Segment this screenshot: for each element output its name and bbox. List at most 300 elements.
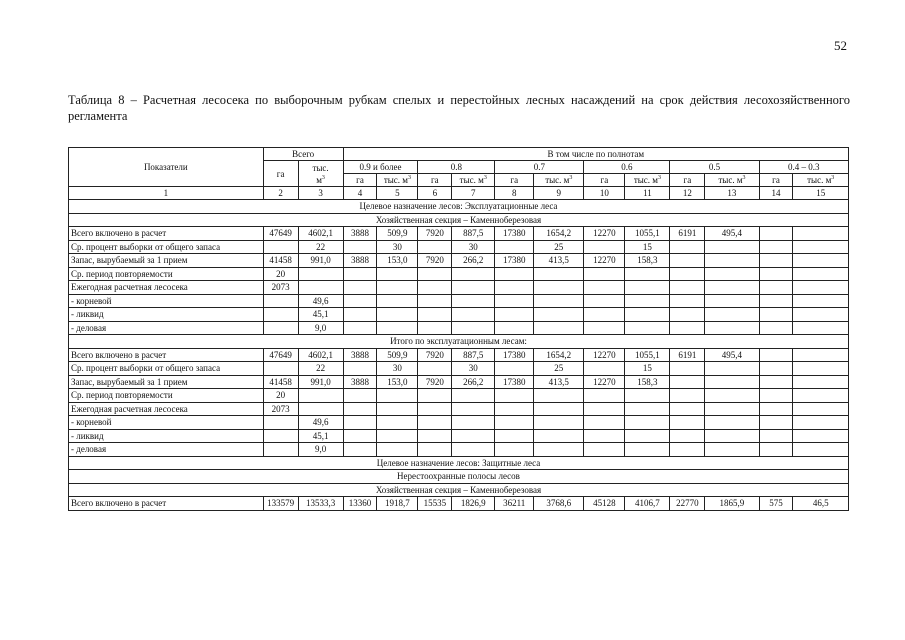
table-cell — [298, 281, 343, 295]
table-cell: 1654,2 — [534, 227, 584, 241]
table-cell — [670, 308, 705, 322]
table-cell — [759, 227, 793, 241]
table-cell — [495, 402, 534, 416]
table-cell — [670, 321, 705, 335]
table-cell: 45,1 — [298, 308, 343, 322]
table-cell — [759, 362, 793, 376]
table-cell — [418, 416, 452, 430]
table-row — [69, 402, 849, 416]
table-cell — [343, 294, 377, 308]
column-number: 4 — [343, 187, 377, 200]
table-cell — [377, 281, 418, 295]
table-cell — [263, 308, 298, 322]
table-cell — [705, 362, 759, 376]
row-label: Запас, вырубаемый за 1 прием — [69, 254, 264, 268]
table-cell — [377, 402, 418, 416]
table-cell — [759, 308, 793, 322]
table-cell: 9,0 — [298, 321, 343, 335]
table-cell — [495, 389, 534, 403]
table-cell — [759, 389, 793, 403]
header-group-4: 0.5 — [670, 161, 759, 174]
table-cell — [377, 321, 418, 335]
row-label: Всего включено в расчет — [69, 348, 264, 362]
table-cell: 30 — [377, 240, 418, 254]
table-cell — [377, 308, 418, 322]
table-cell: 2073 — [263, 281, 298, 295]
header-unit-ha: га — [584, 174, 625, 187]
table-row — [69, 308, 849, 322]
table-cell — [418, 281, 452, 295]
table-cell: 13360 — [343, 497, 377, 511]
header-group-0: 0.9 и более — [343, 161, 418, 174]
section-purpose-protective: Целевое назначение лесов: Защитные леса — [69, 456, 849, 470]
table-cell — [793, 375, 849, 389]
table-row — [69, 362, 849, 376]
column-number: 3 — [298, 187, 343, 200]
table-cell: 15 — [625, 240, 670, 254]
table-cell — [584, 281, 625, 295]
header-group-3: 0.6 — [584, 161, 670, 174]
table-cell — [625, 294, 670, 308]
header-unit-thous-m3: тыс. $м^3$ — [793, 174, 849, 187]
table-row — [69, 294, 849, 308]
row-label: - корневой — [69, 416, 264, 430]
table-cell — [705, 294, 759, 308]
table-cell — [759, 267, 793, 281]
table-cell: 15535 — [418, 497, 452, 511]
header-unit-thous-m3: тыс. $м^3$ — [705, 174, 759, 187]
row-label: Запас, вырубаемый за 1 прием — [69, 375, 264, 389]
table-cell — [793, 389, 849, 403]
table-cell — [495, 429, 534, 443]
table-cell: 9,0 — [298, 443, 343, 457]
table-cell — [343, 281, 377, 295]
table-cell: 22770 — [670, 497, 705, 511]
table-cell — [534, 294, 584, 308]
table-cell — [298, 402, 343, 416]
table-cell — [343, 308, 377, 322]
table-cell — [759, 375, 793, 389]
table-cell — [759, 321, 793, 335]
table-cell — [705, 429, 759, 443]
table-cell — [343, 389, 377, 403]
table-cell — [670, 254, 705, 268]
table-cell — [263, 321, 298, 335]
table-cell — [418, 321, 452, 335]
column-number: 13 — [705, 187, 759, 200]
row-label: - ликвид — [69, 429, 264, 443]
table-cell — [705, 416, 759, 430]
table-cell — [705, 443, 759, 457]
table-cell: 1918,7 — [377, 497, 418, 511]
table-cell — [793, 254, 849, 268]
table-cell: 991,0 — [298, 375, 343, 389]
table-row — [69, 227, 849, 241]
table-cell: 7920 — [418, 348, 452, 362]
table-cell — [793, 402, 849, 416]
table-cell — [670, 240, 705, 254]
table-cell — [670, 281, 705, 295]
table-cell: 15 — [625, 362, 670, 376]
table-cell: 17380 — [495, 227, 534, 241]
table-cell: 1826,9 — [452, 497, 495, 511]
table-row — [69, 389, 849, 403]
table-cell — [534, 443, 584, 457]
table-cell — [793, 416, 849, 430]
row-label: Ср. период повторяемости — [69, 389, 264, 403]
table-cell — [793, 240, 849, 254]
table-cell — [343, 267, 377, 281]
table-cell — [495, 443, 534, 457]
table-cell — [534, 416, 584, 430]
table-cell — [584, 402, 625, 416]
header-unit-ha: га — [759, 174, 793, 187]
table-row — [69, 281, 849, 295]
header-unit-ha: га — [670, 174, 705, 187]
table-cell — [343, 240, 377, 254]
table-cell — [418, 402, 452, 416]
table-cell — [452, 308, 495, 322]
table-cell — [705, 308, 759, 322]
table-cell — [584, 429, 625, 443]
table-cell — [670, 362, 705, 376]
table-cell — [495, 321, 534, 335]
table-cell — [584, 240, 625, 254]
table-cell: 12270 — [584, 348, 625, 362]
table-cell — [584, 389, 625, 403]
table-cell — [670, 429, 705, 443]
table-cell: 12270 — [584, 254, 625, 268]
table-cell — [705, 321, 759, 335]
table-cell — [263, 429, 298, 443]
header-group-5: 0.4 – 0.3 — [759, 161, 848, 174]
table-cell: 25 — [534, 240, 584, 254]
table-cell: 49,6 — [298, 294, 343, 308]
table-cell — [298, 389, 343, 403]
table-caption: Таблица 8 – Расчетная лесосека по выборочным рубкам спелых и перестойных лесных насаждений на срок действия лесохозяйственного регламента — [68, 93, 850, 123]
table-cell — [418, 308, 452, 322]
table-cell — [452, 416, 495, 430]
table-cell: 7920 — [418, 227, 452, 241]
table-cell — [584, 294, 625, 308]
table-cell — [793, 267, 849, 281]
table-cell: 13533,3 — [298, 497, 343, 511]
table-cell: 991,0 — [298, 254, 343, 268]
table-cell — [495, 308, 534, 322]
table-cell — [495, 240, 534, 254]
table-cell — [534, 389, 584, 403]
table-cell: 7920 — [418, 254, 452, 268]
row-label: Всего включено в расчет — [69, 497, 264, 511]
cutting-area-table — [68, 147, 849, 511]
table-cell: 17380 — [495, 375, 534, 389]
table-cell — [670, 443, 705, 457]
table-cell: 1654,2 — [534, 348, 584, 362]
section-exploitation-total: Итого по эксплуатационным лесам: — [69, 335, 849, 349]
table-cell — [670, 402, 705, 416]
table-cell — [705, 240, 759, 254]
table-cell: 41458 — [263, 254, 298, 268]
table-cell — [793, 281, 849, 295]
header-total-ha: га — [263, 161, 298, 187]
table-cell — [263, 443, 298, 457]
table-cell: 887,5 — [452, 227, 495, 241]
table-cell — [452, 389, 495, 403]
table-cell — [418, 429, 452, 443]
table-cell — [263, 240, 298, 254]
row-label: Ежегодная расчетная лесосека — [69, 281, 264, 295]
table-cell — [759, 429, 793, 443]
table-cell — [625, 281, 670, 295]
table-cell — [452, 321, 495, 335]
section-spawning-strips: Нерестоохранные полосы лесов — [69, 470, 849, 484]
table-cell — [418, 240, 452, 254]
header-total: Всего — [263, 148, 343, 161]
table-cell — [759, 254, 793, 268]
table-cell — [452, 443, 495, 457]
section-purpose-exploitation: Целевое назначение лесов: Эксплуатационные леса — [69, 200, 849, 214]
table-cell: 17380 — [495, 348, 534, 362]
table-cell: 49,6 — [298, 416, 343, 430]
table-cell: 3888 — [343, 254, 377, 268]
column-number: 8 — [495, 187, 534, 200]
table-cell — [452, 294, 495, 308]
table-cell — [625, 321, 670, 335]
row-label: - корневой — [69, 294, 264, 308]
header-total-thous-m3: тыс. $м^3$ — [298, 161, 343, 187]
table-cell: 36211 — [495, 497, 534, 511]
table-cell — [263, 362, 298, 376]
table-cell: 509,9 — [377, 348, 418, 362]
table-cell — [705, 254, 759, 268]
row-label: - деловая — [69, 443, 264, 457]
table-cell — [377, 429, 418, 443]
table-cell: 41458 — [263, 375, 298, 389]
table-cell — [793, 443, 849, 457]
row-label: - деловая — [69, 321, 264, 335]
table-cell — [418, 362, 452, 376]
table-row — [69, 254, 849, 268]
table-cell — [418, 443, 452, 457]
table-cell — [495, 267, 534, 281]
table-cell — [793, 308, 849, 322]
table-cell — [343, 321, 377, 335]
table-row — [69, 443, 849, 457]
table-cell — [705, 281, 759, 295]
table-cell: 20 — [263, 389, 298, 403]
table-cell — [625, 267, 670, 281]
table-cell: 1865,9 — [705, 497, 759, 511]
header-unit-ha: га — [495, 174, 534, 187]
table-cell: 6191 — [670, 348, 705, 362]
table-cell — [759, 240, 793, 254]
table-cell — [759, 416, 793, 430]
table-cell — [759, 402, 793, 416]
table-cell — [793, 321, 849, 335]
table-cell — [377, 416, 418, 430]
header-unit-thous-m3: тыс. $м^3$ — [534, 174, 584, 187]
table-row — [69, 267, 849, 281]
table-cell: 17380 — [495, 254, 534, 268]
row-label: Ср. процент выборки от общего запаса — [69, 362, 264, 376]
table-cell — [705, 402, 759, 416]
row-label: - ликвид — [69, 308, 264, 322]
table-cell: 25 — [534, 362, 584, 376]
table-row — [69, 497, 849, 511]
header-unit-ha: га — [418, 174, 452, 187]
table-cell: 30 — [452, 362, 495, 376]
table-cell — [343, 429, 377, 443]
table-cell: 47649 — [263, 348, 298, 362]
table-cell: 7920 — [418, 375, 452, 389]
table-cell: 4602,1 — [298, 227, 343, 241]
table-cell: 30 — [377, 362, 418, 376]
table-cell — [625, 308, 670, 322]
table-cell: 3888 — [343, 348, 377, 362]
table-cell: 4106,7 — [625, 497, 670, 511]
table-row — [69, 429, 849, 443]
table-cell — [343, 443, 377, 457]
table-cell — [343, 402, 377, 416]
table-cell: 158,3 — [625, 254, 670, 268]
table-cell — [670, 267, 705, 281]
column-number: 6 — [418, 187, 452, 200]
table-cell: 12270 — [584, 375, 625, 389]
table-cell: 153,0 — [377, 375, 418, 389]
table-cell — [793, 227, 849, 241]
table-cell: 12270 — [584, 227, 625, 241]
table-cell — [377, 389, 418, 403]
table-cell — [705, 389, 759, 403]
table-cell: 30 — [452, 240, 495, 254]
table-cell — [584, 362, 625, 376]
table-cell — [705, 375, 759, 389]
header-group-1: 0.8 — [418, 161, 495, 174]
table-cell — [705, 267, 759, 281]
table-cell — [534, 308, 584, 322]
table-cell — [495, 362, 534, 376]
column-number: 15 — [793, 187, 849, 200]
table-cell: 46,5 — [793, 497, 849, 511]
header-group-2: 0.7 — [495, 161, 584, 174]
header-unit-thous-m3: тыс. $м^3$ — [452, 174, 495, 187]
table-cell: 133579 — [263, 497, 298, 511]
table-cell — [759, 294, 793, 308]
table-cell: 509,9 — [377, 227, 418, 241]
table-cell — [534, 281, 584, 295]
table-cell: 495,4 — [705, 227, 759, 241]
table-cell — [377, 267, 418, 281]
table-cell — [759, 281, 793, 295]
table-cell: 3888 — [343, 375, 377, 389]
table-cell — [534, 321, 584, 335]
table-cell: 575 — [759, 497, 793, 511]
column-number: 2 — [263, 187, 298, 200]
table-cell — [343, 416, 377, 430]
header-indicators: Показатели — [69, 148, 264, 187]
table-cell — [670, 416, 705, 430]
row-label: Всего включено в расчет — [69, 227, 264, 241]
table-cell: 20 — [263, 267, 298, 281]
column-number: 9 — [534, 187, 584, 200]
table-cell — [452, 402, 495, 416]
table-cell — [793, 348, 849, 362]
table-cell — [625, 389, 670, 403]
table-cell — [584, 416, 625, 430]
table-cell: 45128 — [584, 497, 625, 511]
table-row — [69, 416, 849, 430]
table-cell — [263, 294, 298, 308]
table-cell: 2073 — [263, 402, 298, 416]
table-cell — [670, 389, 705, 403]
table-cell — [670, 294, 705, 308]
header-unit-thous-m3: тыс. $м^3$ — [625, 174, 670, 187]
column-number: 7 — [452, 187, 495, 200]
column-number: 11 — [625, 187, 670, 200]
table-cell: 158,3 — [625, 375, 670, 389]
table-cell — [625, 402, 670, 416]
table-row — [69, 321, 849, 335]
table-cell: 413,5 — [534, 254, 584, 268]
table-cell — [759, 443, 793, 457]
table-cell — [452, 429, 495, 443]
column-number: 14 — [759, 187, 793, 200]
table-cell — [584, 308, 625, 322]
column-number: 10 — [584, 187, 625, 200]
table-cell: 3888 — [343, 227, 377, 241]
table-cell: 3768,6 — [534, 497, 584, 511]
table-cell — [793, 429, 849, 443]
table-cell — [418, 294, 452, 308]
table-cell — [418, 389, 452, 403]
table-cell: 266,2 — [452, 375, 495, 389]
table-cell — [534, 429, 584, 443]
table-cell — [584, 267, 625, 281]
table-cell: 22 — [298, 240, 343, 254]
table-cell: 413,5 — [534, 375, 584, 389]
table-cell: 266,2 — [452, 254, 495, 268]
table-cell — [584, 443, 625, 457]
table-cell — [418, 267, 452, 281]
table-cell: 495,4 — [705, 348, 759, 362]
table-cell — [495, 281, 534, 295]
table-cell: 887,5 — [452, 348, 495, 362]
header-including: В том числе по полнотам — [343, 148, 848, 161]
table-cell: 22 — [298, 362, 343, 376]
row-label: Ежегодная расчетная лесосека — [69, 402, 264, 416]
table-cell — [343, 362, 377, 376]
header-unit-thous-m3: тыс. $м^3$ — [377, 174, 418, 187]
column-number: 1 — [69, 187, 264, 200]
table-cell — [759, 348, 793, 362]
table-row — [69, 348, 849, 362]
table-cell — [625, 429, 670, 443]
table-cell — [625, 416, 670, 430]
section-economic-section: Хозяйственная секция – Каменноберезовая — [69, 213, 849, 227]
row-label: Ср. период повторяемости — [69, 267, 264, 281]
table-cell — [452, 267, 495, 281]
table-cell — [377, 294, 418, 308]
table-row — [69, 375, 849, 389]
table-cell — [534, 267, 584, 281]
table-cell: 4602,1 — [298, 348, 343, 362]
table-cell: 6191 — [670, 227, 705, 241]
table-cell — [534, 402, 584, 416]
table-cell — [298, 267, 343, 281]
table-cell: 47649 — [263, 227, 298, 241]
column-number: 12 — [670, 187, 705, 200]
table-cell — [495, 294, 534, 308]
